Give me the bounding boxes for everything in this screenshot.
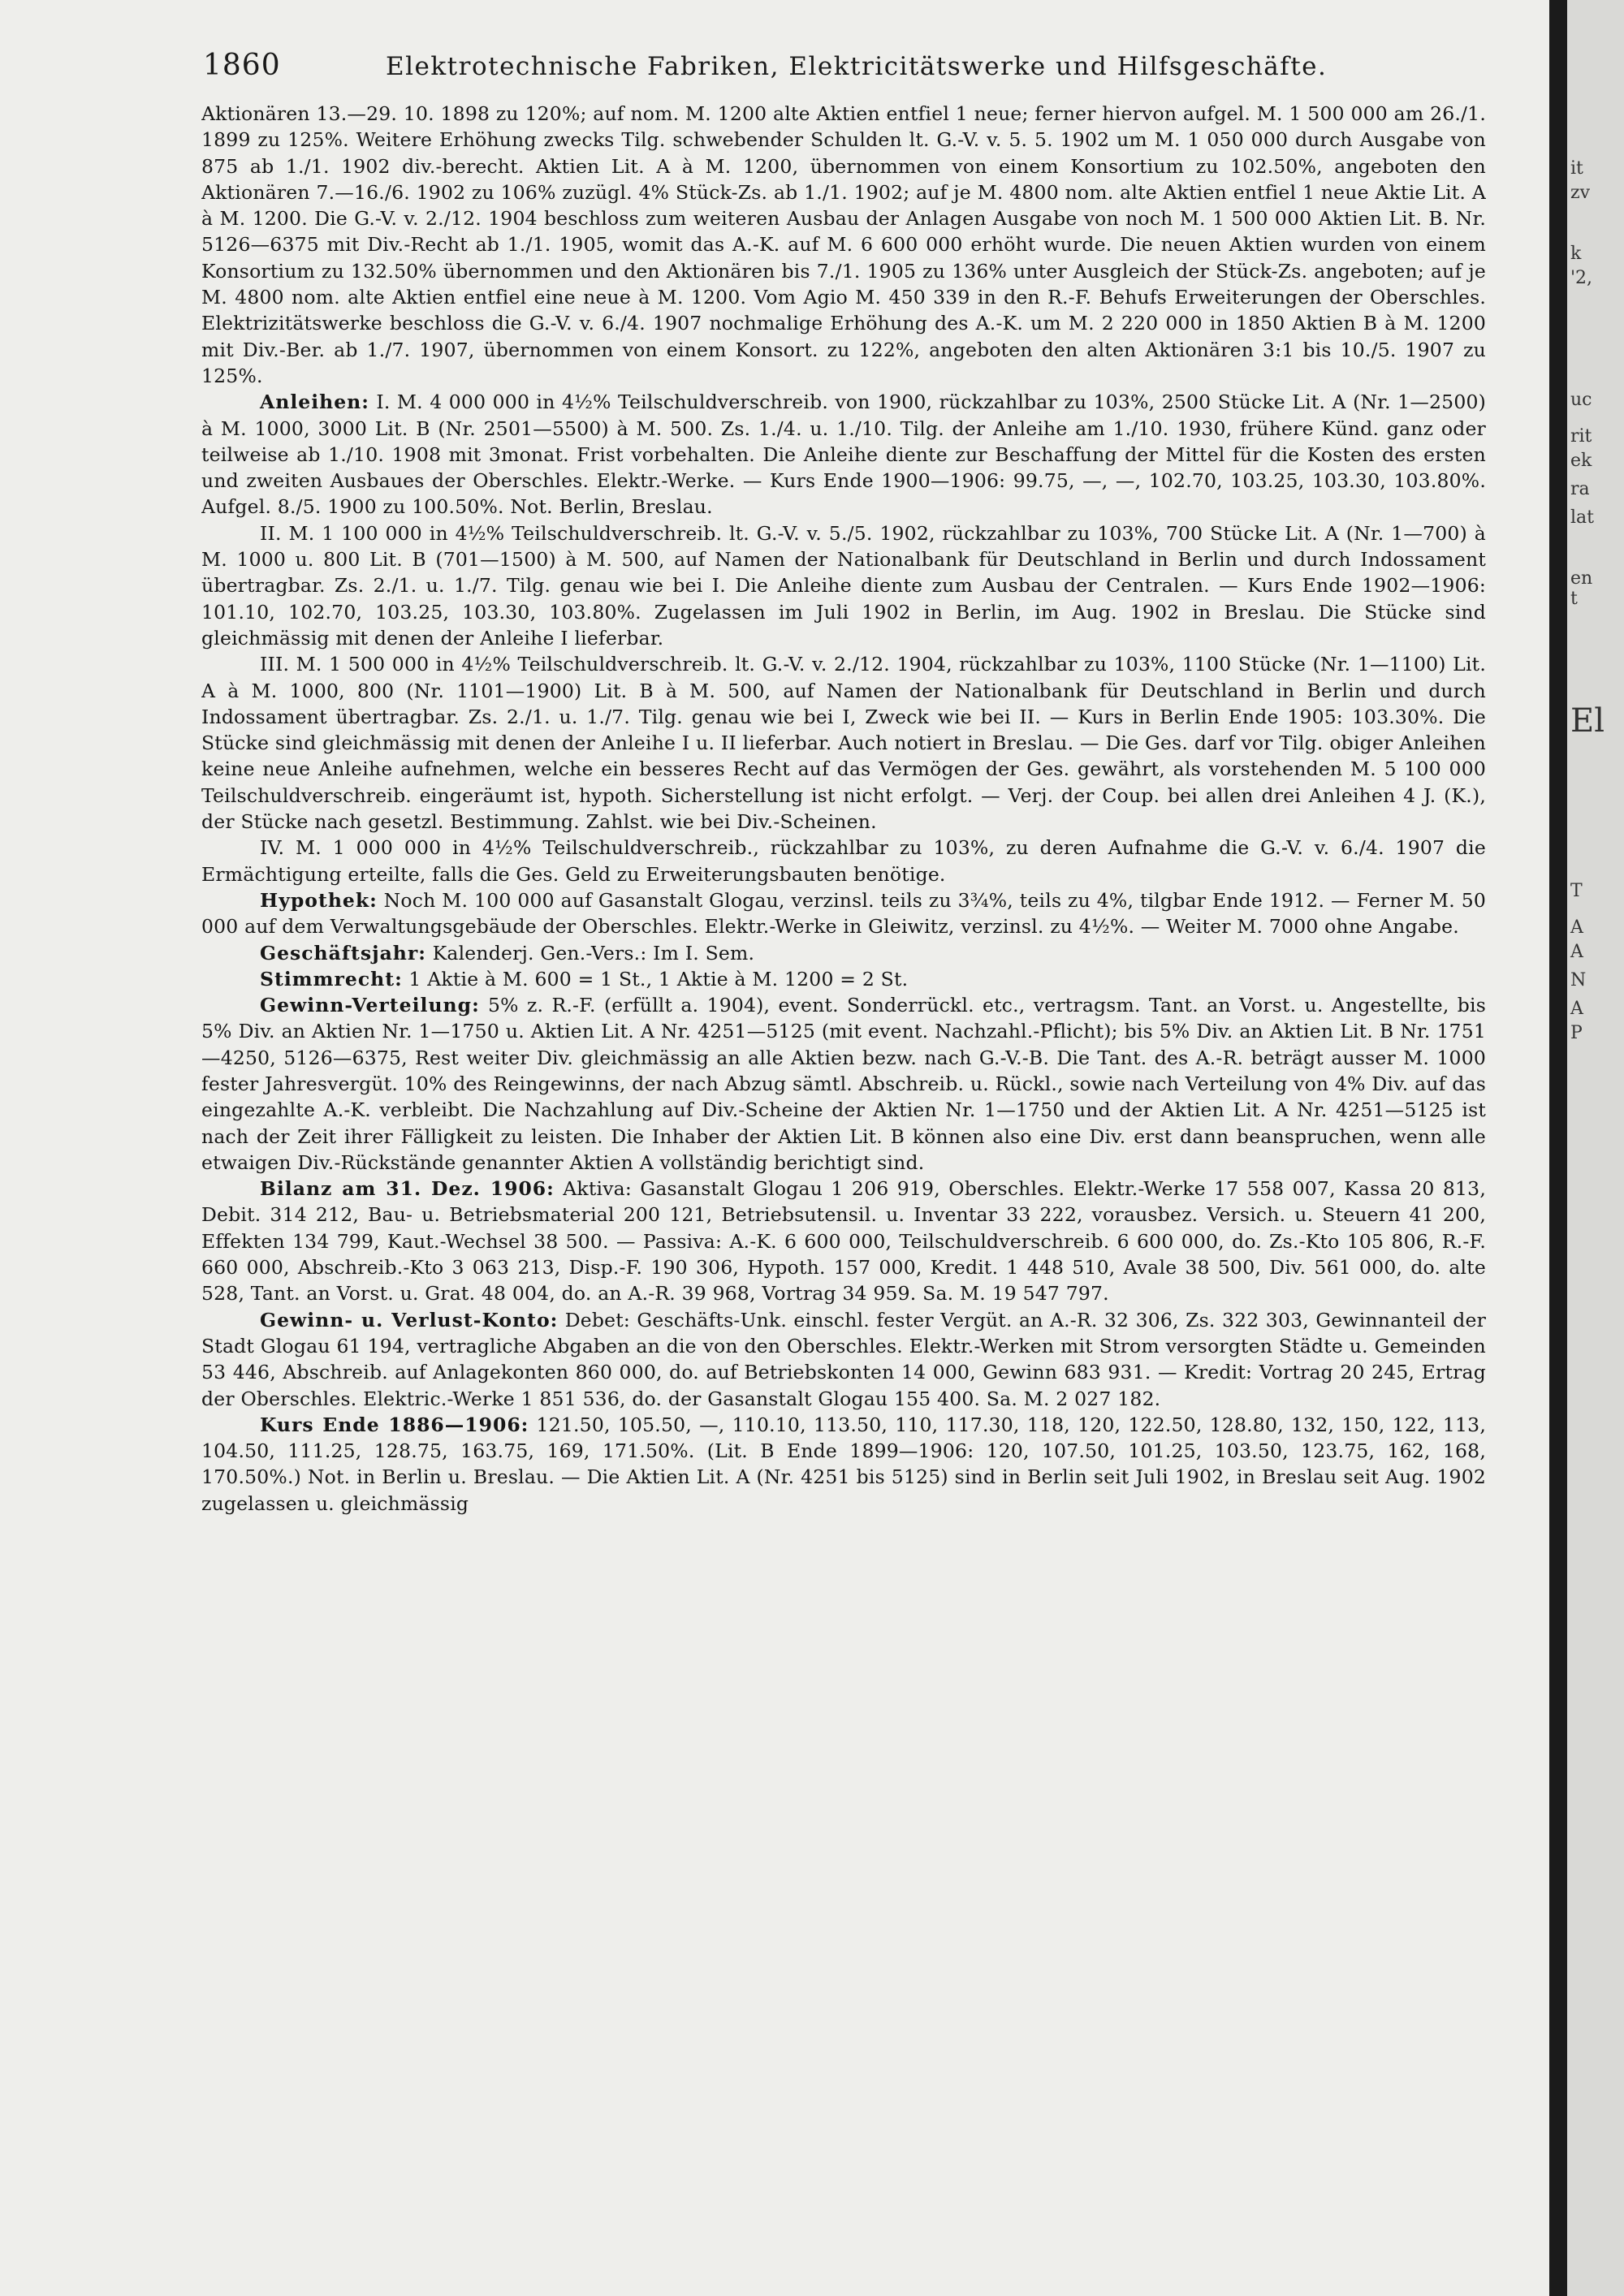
section-lead: Hypothek: [260, 888, 378, 912]
running-title: Elektrotechnische Fabriken, Elektricitätswerke und Hilfsgeschäfte. [386, 52, 1328, 81]
paragraph [201, 887, 1486, 940]
paragraph-text: IV. M. 1 000 000 in 4½% Teilschuldverschreib., rückzahlbar zu 103%, zu deren Aufnahme die G.-V. v. 6./4. 1907 die Ermächtigung erteilte, falls die Ges. Geld zu Erweiterungsbauten benötige. [201, 836, 1486, 886]
adjacent-page-fragment: t [1570, 589, 1578, 609]
adjacent-page-fragment: lat [1570, 507, 1594, 528]
section-lead: Anleihen: [260, 391, 369, 414]
adjacent-page-fragment: uc [1570, 390, 1592, 410]
adjacent-page-fragment: '2, [1570, 268, 1593, 288]
adjacent-page-edge [1567, 0, 1624, 2296]
paragraph [201, 1176, 1486, 1306]
adjacent-page-fragment: N [1570, 970, 1587, 990]
section-lead: Gewinn- u. Verlust-Konto: [260, 1308, 559, 1331]
adjacent-page-fragment: T [1570, 881, 1583, 901]
paragraph [201, 966, 1486, 992]
adjacent-page-fragment: k [1570, 244, 1582, 264]
paragraph-text: III. M. 1 500 000 in 4½% Teilschuldverschreib. lt. G.-V. v. 2./12. 1904, rückzahlbar zu 103%, 1100 Stücke (Nr. 1—1100) Lit. A à M. 1000, 800 (Nr. 1101—1900) Lit. B à M. 500, auf Namen der Nationalbank für Deutschland in Berlin und durch Indossament übertragbar. Zs. 2./1. u. 1./7. Tilg. genau wie bei I, Zweck wie bei II. — Kurs in Berlin Ende 1905: 103.30%. Die Stücke sind gleichmässig mit denen der Anleihe I u. II lieferbar. Auch notiert in Breslau. — Die Ges. darf vor Tilg. obiger Anleihen keine neue Anleihe aufnehmen, welche ein besseres Recht auf das Vermögen der Ges. gewährt, als vorstehenden M. 5 100 000 Teilschuldverschreib. eingeräumt ist, hypoth. Sicherstellung ist nicht erfolgt. — Verj. der Coup. bei allen drei Anleihen 4 J. (K.), der Stücke nach gesetzl. Bestimmung. Zahlst. wie bei Div.-Scheinen. [201, 653, 1486, 834]
section-lead: Geschäftsjahr: [260, 941, 426, 965]
adjacent-page-fragment: A [1570, 917, 1583, 938]
adjacent-page-fragment: en [1570, 568, 1593, 589]
page-number: 1860 [203, 49, 281, 82]
section-lead: Gewinn-Verteilung: [260, 994, 480, 1017]
adjacent-page-fragment: P [1570, 1023, 1583, 1043]
paragraph-text: I. M. 4 000 000 in 4½% Teilschuldverschreib. von 1900, rückzahlbar zu 103%, 2500 Stücke Lit. A (Nr. 1—2500) à M. 1000, 3000 Lit. B (Nr. 2501—5500) à M. 500. Zs. 1./4. u. 1./10. Tilg. der Anleihe am 1./10. 1930, frühere Künd. ganz oder teilweise ab 1./10. 1908 mit 3monat. Frist vorbehalten. Die Anleihe diente zur Beschaffung der Mittel für die Kosten des ersten und zweiten Ausbaues der Oberschles. Elektr.-Werke. — Kurs Ende 1900—1906: 99.75, —, —, 102.70, 103.25, 103.30, 103.80%. Aufgel. 8./5. 1900 zu 100.50%. Not. Berlin, Breslau. [201, 391, 1486, 519]
section-lead: Stimmrecht: [260, 967, 403, 990]
paragraph [201, 101, 1486, 389]
section-lead: Kurs Ende 1886—1906: [260, 1413, 529, 1436]
paragraph [201, 389, 1486, 520]
section-lead: Bilanz am 31. Dez. 1906: [260, 1177, 555, 1201]
adjacent-page-fragment: A [1570, 999, 1583, 1019]
paragraph-text: Noch M. 100 000 auf Gasanstalt Glogau, verzinsl. teils zu 3¾%, teils zu 4%, tilgbar Ende 1912. — Ferner M. 50 000 auf dem Verwaltungsgebäude der Oberschles. Elektr.-Werke in Gleiwitz, verzinsl. zu 4½%. — Weiter M. 7000 ohne Angabe. [201, 888, 1486, 939]
paragraph [201, 651, 1486, 835]
paragraph [201, 520, 1486, 651]
body-text [201, 101, 1486, 2285]
paragraph [201, 1412, 1486, 1517]
paragraph [201, 992, 1486, 1176]
adjacent-page-fragment: ra [1570, 479, 1590, 499]
paragraph-text: Kalenderj. Gen.-Vers.: Im I. Sem. [432, 941, 755, 965]
adjacent-page-fragment: it [1570, 158, 1583, 179]
paragraph-text: Debet: Geschäfts-Unk. einschl. fester Vergüt. an A.-R. 32 306, Zs. 322 303, Gewinnanteil der Stadt Glogau 61 194, vertragliche Abgaben an die von den Oberschles. Elektr.-Werken mit Strom versorgten Städte u. Gemeinden 53 446, Abschreib. auf Anlagekonten 860 000, do. auf Betriebskonten 14 000, Gewinn 683 931. — Kredit: Vortrag 20 245, Ertrag der Oberschles. Elektric.-Werke 1 851 536, do. der Gasanstalt Glogau 155 400. Sa. M. 2 027 182. [201, 1308, 1486, 1410]
adjacent-page-fragment: A [1570, 942, 1583, 962]
paragraph-text: 121.50, 105.50, —, 110.10, 113.50, 110, 117.30, 118, 120, 122.50, 128.80, 132, 150, 122, 113, 104.50, 111.25, 128.75, 163.75, 169, 171.50%. (Lit. B Ende 1899—1906: 120, 107.50, 101.25, 103.50, 123.75, 162, 168, 170.50%.) Not. in Berlin u. Breslau. — Die Aktien Lit. A (Nr. 4251 bis 5125) sind in Berlin seit Juli 1902, in Breslau seit Aug. 1902 zugelassen u. gleichmässig [201, 1413, 1486, 1515]
paragraph-text: II. M. 1 100 000 in 4½% Teilschuldverschreib. lt. G.-V. v. 5./5. 1902, rückzahlbar zu 103%, 700 Stücke Lit. A (Nr. 1—700) à M. 1000 u. 800 Lit. B (701—1500) à M. 500, auf Namen der Nationalbank für Deutschland in Berlin und durch Indossament übertragbar. Zs. 2./1. u. 1./7. Tilg. genau wie bei I. Die Anleihe diente zum Ausbau der Centralen. — Kurs Ende 1902—1906: 101.10, 102.70, 103.25, 103.30, 103.80%. Zugelassen im Juli 1902 in Berlin, im Aug. 1902 in Breslau. Die Stücke sind gleichmässig mit denen der Anleihe I lieferbar. [201, 521, 1486, 650]
adjacent-page-fragment: rit [1570, 426, 1592, 447]
paragraph [201, 940, 1486, 966]
adjacent-page-fragment: ek [1570, 451, 1592, 471]
adjacent-page-fragment: zv [1570, 183, 1591, 203]
adjacent-page-fragment: El [1570, 702, 1605, 740]
paragraph-text: Aktiva: Gasanstalt Glogau 1 206 919, Oberschles. Elektr.-Werke 17 558 007, Kassa 20 813, Debit. 314 212, Bau- u. Betriebsmaterial 200 121, Betriebsutensil. u. Inventar 33 222, vorausbez. Versich. u. Steuern 41 200, Effekten 134 799, Kaut.-Wechsel 38 500. — Passiva: A.-K. 6 600 000, Teilschuldverschreib. 6 600 000, do. Zs.-Kto 105 806, R.-F. 660 000, Abschreib.-Kto 3 063 213, Disp.-F. 190 306, Hypoth. 157 000, Kredit. 1 448 510, Avale 38 500, Div. 561 000, do. alte 528, Tant. an Vorst. u. Grat. 48 004, do. an A.-R. 39 968, Vortrag 34 959. Sa. M. 19 547 797. [201, 1177, 1486, 1306]
page-header [203, 49, 1510, 81]
paragraph-text: 5% z. R.-F. (erfüllt a. 1904), event. Sonderrückl. etc., vertragsm. Tant. an Vorst. u. Angestellte, bis 5% Div. an Aktien Nr. 1—1750 u. Aktien Lit. A Nr. 4251—5125 (mit event. Nachzahl.-Pflicht); bis 5% Div. an Aktien Lit. B Nr. 1751—4250, 5126—6375, Rest weiter Div. gleichmässig an alle Aktien bezw. nach G.-V.-B. Die Tant. des A.-R. beträgt ausser M. 1000 fester Jahresvergüt. 10% des Reingewinns, der nach Abzug sämtl. Abschreib. u. Rückl., sowie nach Verteilung von 4% Div. auf das eingezahlte A.-K. verbleibt. Die Nachzahlung auf Div.-Scheine der Aktien Nr. 1—1750 und der Aktien Lit. A Nr. 4251—5125 ist nach der Zeit ihrer Fälligkeit zu leisten. Die Inhaber der Aktien Lit. B können also eine Div. erst dann beanspruchen, wenn alle etwaigen Div.-Rückstände genannter Aktien A vollständig berichtigt sind. [201, 994, 1486, 1174]
paragraph [201, 1307, 1486, 1412]
book-gutter [1549, 0, 1567, 2296]
paragraph [201, 835, 1486, 887]
paragraph-text: Aktionären 13.—29. 10. 1898 zu 120%; auf nom. M. 1200 alte Aktien entfiel 1 neue; ferner hiervon aufgel. M. 1 500 000 am 26./1. 1899 zu 125%. Weitere Erhöhung zwecks Tilg. schwebender Schulden lt. G.-V. v. 5. 5. 1902 um M. 1 050 000 durch Ausgabe von 875 ab 1./1. 1902 div.-berecht. Aktien Lit. A à M. 1200, übernommen von einem Konsortium zu 102.50%, angeboten den Aktionären 7.—16./6. 1902 zu 106% zuzügl. 4% Stück-Zs. ab 1./1. 1902; auf je M. 4800 nom. alte Aktien entfiel 1 neue Aktie Lit. A à M. 1200. Die G.-V. v. 2./12. 1904 beschloss zum weiteren Ausbau der Anlagen Ausgabe von noch M. 1 500 000 Aktien Lit. B. Nr. 5126—6375 mit Div.-Recht ab 1./1. 1905, womit das A.-K. auf M. 6 600 000 erhöht wurde. Die neuen Aktien wurden von einem Konsortium zu 132.50% übernommen und den Aktionären bis 7./1. 1905 zu 136% unter Ausgleich der Stück-Zs. angeboten; auf je M. 4800 nom. alte Aktien entfiel eine neue à M. 1200. Vom Agio M. 450 339 in den R.-F. Behufs Erweiterungen der Oberschles. Elektrizitätswerke beschloss die G.-V. v. 6./4. 1907 nochmalige Erhöhung des A.-K. um M. 2 220 000 in 1850 Aktien B à M. 1200 mit Div.-Ber. ab 1./7. 1907, übernommen von einem Konsort. zu 122%, angeboten den alten Aktionären 3:1 bis 10./5. 1907 zu 125%. [201, 102, 1486, 387]
paragraph-text: 1 Aktie à M. 600 = 1 St., 1 Aktie à M. 1200 = 2 St. [408, 967, 909, 990]
